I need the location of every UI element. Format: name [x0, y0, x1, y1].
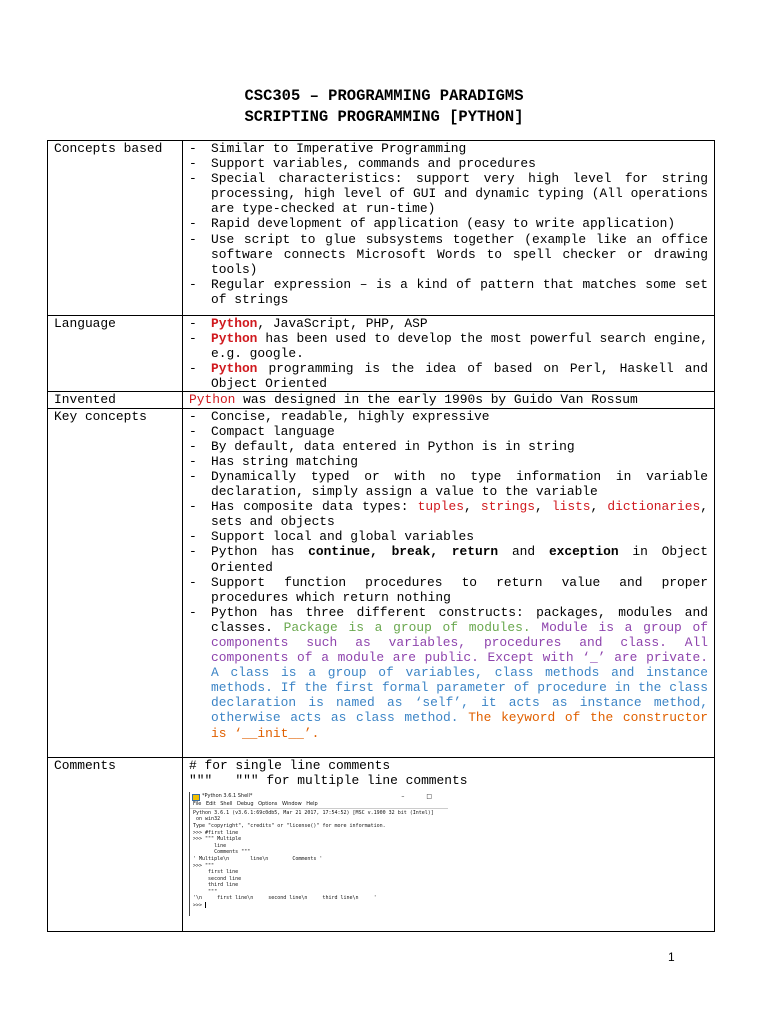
python-shell-screenshot	[189, 792, 448, 916]
package-description: Package is a group of modules.	[283, 619, 531, 635]
row-invented	[48, 392, 715, 408]
list-item: - Has string matching	[189, 454, 708, 469]
shell-line: ' Multiple\n line\n Comments '	[193, 855, 323, 862]
class-description: A class is a group of variables, class methods and instance methods. If the first formal parameter of procedure in the class declaration is named as ‘self’, it acts as instance method, otherwise acts as class method.	[211, 665, 708, 726]
composite-prefix: Has composite data types:	[211, 499, 418, 515]
row-label-key-concepts: Key concepts	[48, 408, 183, 757]
list-item: - Concise, readable, highly expressive	[189, 409, 708, 424]
list-item: - Rapid development of application (easy to write application)	[189, 216, 708, 231]
shell-line: """	[193, 888, 218, 895]
menu-debug: Debug	[237, 800, 254, 807]
shell-line: >>> #first line	[193, 829, 239, 836]
shell-line: Comments """	[193, 849, 251, 856]
list-item: - Support variables, commands and procedures	[189, 156, 708, 171]
list-item	[189, 605, 708, 741]
list-item: - Similar to Imperative Programming	[189, 141, 708, 156]
shell-output	[190, 809, 448, 910]
list-item: - Support function procedures to return value and proper procedures which return nothing	[189, 575, 708, 605]
window-controls: – □	[401, 792, 442, 800]
python-keyword: Python	[211, 361, 258, 377]
shell-line: >>> """	[193, 862, 215, 869]
row-label-comments: Comments	[48, 757, 183, 931]
menu-file: File	[193, 800, 202, 807]
multi-line-comment-text: """ """ for multiple line comments	[189, 772, 468, 788]
module-description: Module is a group of components such as variables, procedures and class. All components of a module are public. Except with ‘_’ are private.	[211, 619, 708, 666]
shell-prompt-line	[193, 902, 445, 909]
document-title: CSC305 – PROGRAMMING PARADIGMS	[244, 87, 524, 105]
type-lists: lists	[551, 499, 591, 515]
python-keyword: Python	[211, 331, 258, 347]
row-label-concepts: Concepts based	[48, 141, 183, 316]
type-dictionaries: dictionaries	[607, 499, 701, 515]
menu-options: Options	[258, 800, 278, 807]
shell-line: third line	[193, 882, 239, 889]
shell-title-bar	[190, 792, 448, 801]
list-item: - Use script to glue subsystems together (example like an office software connects Microsoft Words to spell checker or drawing tools)	[189, 232, 708, 277]
row-content-language	[183, 316, 715, 392]
shell-line: >>> """ Multiple	[193, 836, 242, 843]
constructs-prefix: Python has three different constructs: packages, modules and classes.	[211, 604, 708, 635]
list-item-text: , JavaScript, PHP, ASP	[257, 316, 428, 331]
invented-text: was designed in the early 1990s by Guido Van Rossum	[235, 392, 638, 408]
list-item: - Compact language	[189, 424, 708, 439]
constructor-description: The keyword of the constructor is ‘__init__’.	[211, 710, 708, 741]
shell-menu-bar	[190, 801, 448, 809]
flow-suffix: in Object Oriented	[211, 544, 708, 575]
separator: ,	[590, 499, 608, 515]
exception-keyword: exception	[548, 544, 619, 560]
shell-line: line	[193, 842, 227, 849]
shell-line: '\n first line\n second line\n third line\n '	[193, 895, 377, 902]
separator: ,	[464, 499, 481, 515]
list-item	[189, 331, 708, 361]
list-item	[189, 361, 708, 391]
row-content-invented	[183, 392, 715, 408]
list-item	[189, 544, 708, 574]
row-label-invented: Invented	[48, 392, 183, 408]
document-subtitle: SCRIPTING PROGRAMMING [PYTHON]	[244, 108, 524, 126]
row-comments	[48, 757, 715, 931]
flow-and: and	[498, 544, 549, 560]
list-item-text: programming is the idea of based on Perl, Haskell and Object Oriented	[211, 361, 708, 392]
menu-edit: Edit	[205, 800, 216, 807]
shell-line: Python 3.6.1 (v3.6.1:69c0db5, Mar 21 2017, 17:54:52) [MSC v.1900 32 bit (Intel)]	[193, 809, 434, 816]
row-content-comments	[183, 757, 715, 931]
menu-help: Help	[306, 800, 318, 807]
menu-shell: Shell	[220, 800, 233, 807]
list-item: - Support local and global variables	[189, 529, 708, 544]
shell-line: Type "copyright", "credits" or "license()" for more information.	[193, 822, 386, 829]
type-strings: strings	[480, 499, 536, 515]
summary-table	[47, 140, 715, 932]
page-number: 1	[668, 950, 675, 964]
row-content-key-concepts	[183, 408, 715, 757]
composite-suffix: , sets and objects	[211, 499, 708, 530]
python-app-icon	[192, 794, 200, 801]
list-item-text: has been used to develop the most powerful search engine, e.g. google.	[211, 331, 708, 362]
shell-title: *Python 3.6.1 Shell*	[202, 792, 253, 799]
shell-line: second line	[193, 875, 242, 882]
shell-line: on win32	[193, 816, 221, 823]
list-item	[189, 499, 708, 529]
flow-prefix: Python has	[211, 544, 309, 560]
type-tuples: tuples	[417, 499, 465, 515]
python-keyword: Python	[211, 316, 258, 331]
python-keyword: Python	[189, 392, 236, 408]
row-content-concepts	[183, 141, 715, 316]
shell-prompt: >>>	[193, 902, 206, 909]
flow-keywords: continue, break, return	[308, 544, 499, 560]
list-item	[189, 316, 708, 331]
list-item: - Regular expression – is a kind of pattern that matches some set of strings	[189, 277, 708, 307]
shell-line: first line	[193, 869, 239, 876]
row-language	[48, 316, 715, 392]
list-item: - By default, data entered in Python is in string	[189, 439, 708, 454]
separator: ,	[535, 499, 552, 515]
list-item: - Dynamically typed or with no type information in variable declaration, simply assign a value to the variable	[189, 469, 708, 499]
row-key-concepts	[48, 408, 715, 757]
list-item: - Special characteristics: support very high level for string processing, high level of GUI and dynamic typing (All operations are type-checked at run-time)	[189, 171, 708, 216]
single-line-comment-text: # for single line comments	[189, 757, 391, 773]
text-cursor	[205, 902, 206, 908]
row-concepts	[48, 141, 715, 316]
menu-window: Window	[281, 800, 302, 807]
row-label-language: Language	[48, 316, 183, 392]
